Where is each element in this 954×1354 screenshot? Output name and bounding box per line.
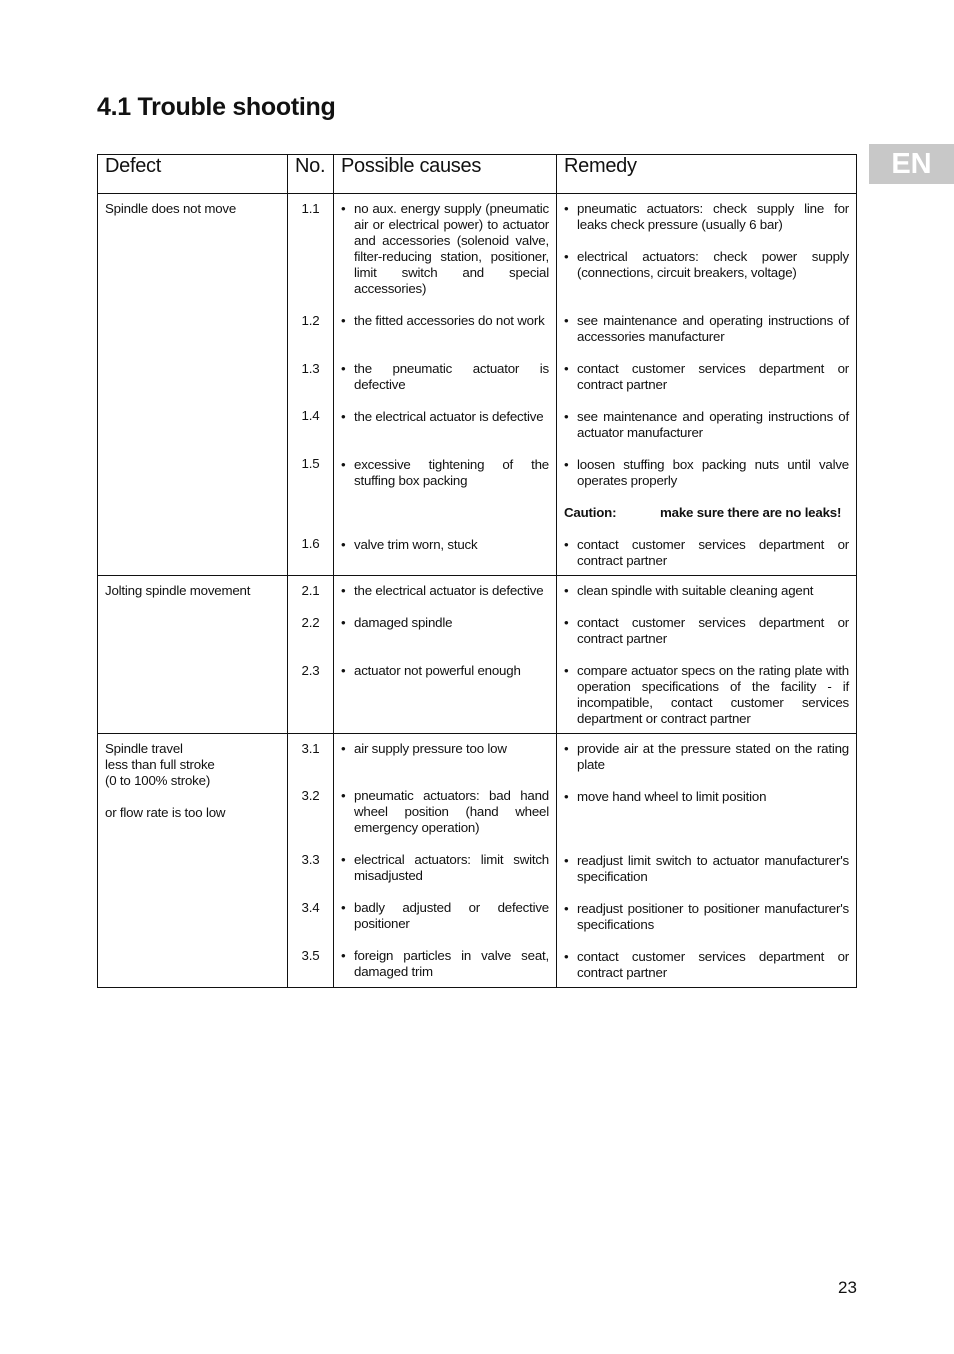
cause-item: • excessive tightening of the stuffing box packing [341, 457, 549, 488]
table-row [98, 194, 857, 576]
defect-cell [98, 734, 288, 988]
cause-item: • the electrical actuator is defective [341, 409, 544, 424]
remedy-item: • see maintenance and operating instructions of actuator manufacturer [564, 409, 849, 440]
cause-item: • the electrical actuator is defective [341, 583, 544, 598]
number-cell [288, 576, 334, 734]
causes-cell [334, 194, 557, 576]
remedy-item: • contact customer services department or contract partner [564, 361, 849, 392]
causes-cell [334, 734, 557, 988]
header-remedy: Remedy [557, 155, 857, 194]
remedy-item: • pneumatic actuators: check supply line for leaks check pressure (usually 6 bar) [564, 201, 849, 232]
remedy-item: • provide air at the pressure stated on the rating plate [564, 741, 849, 772]
remedy-cell [557, 734, 857, 988]
remedy-item: • readjust positioner to positioner manufacturer's specifications [564, 901, 849, 932]
page-title: 4.1 Trouble shooting [97, 93, 336, 121]
cause-item: • the fitted accessories do not work [341, 313, 545, 328]
remedy-cell [557, 194, 857, 576]
row-number: 1.2 [301, 313, 320, 328]
cause-item: • pneumatic actuators: bad hand wheel position (hand wheel emergency operation) [341, 788, 549, 835]
defect-line: (0 to 100% stroke) [105, 773, 211, 788]
language-tab: EN [869, 144, 954, 184]
defect-line: Spindle does not move [105, 201, 237, 216]
cause-item: • foreign particles in valve seat, damaged trim [341, 948, 549, 979]
caution-text: make sure there are no leaks! [660, 505, 842, 520]
defect-line: or flow rate is too low [105, 805, 226, 820]
remedy-item: • electrical actuators: check power supply (connections, circuit breakers, voltage) [564, 249, 849, 280]
remedy-item: • compare actuator specs on the rating plate with operation specifications of the facility - if incompatible, contact customer services department or contract partner [564, 663, 849, 726]
table-header-row [98, 155, 857, 194]
remedy-item: • clean spindle with suitable cleaning agent [564, 583, 814, 598]
defect-line: Spindle travel [105, 741, 183, 756]
cause-item: • air supply pressure too low [341, 741, 507, 756]
cause-item: • actuator not powerful enough [341, 663, 521, 678]
row-number: 1.3 [301, 361, 320, 376]
cause-item: • no aux. energy supply (pneumatic air or electrical power) to actuator and accessories (solenoid valve, filter-reducing station, positioner, limit switch and special accessories) [341, 201, 549, 296]
cause-item: • electrical actuators: limit switch misadjusted [341, 852, 549, 883]
row-number: 3.1 [301, 741, 320, 756]
header-defect: Defect [98, 155, 288, 194]
row-number: 1.4 [301, 408, 320, 423]
defect-cell [98, 576, 288, 734]
remedy-item: • see maintenance and operating instructions of accessories manufacturer [564, 313, 849, 344]
row-number: 1.6 [301, 536, 320, 551]
row-number: 3.4 [301, 900, 320, 915]
defect-line: Jolting spindle movement [105, 583, 251, 598]
causes-cell [334, 576, 557, 734]
trouble-shooting-table [97, 154, 857, 988]
cause-item: • badly adjusted or defective positioner [341, 900, 549, 931]
cause-item: • valve trim worn, stuck [341, 537, 478, 552]
remedy-item: • contact customer services department or contract partner [564, 949, 849, 980]
row-number: 2.3 [301, 663, 320, 678]
caution-label: Caution: [564, 505, 617, 520]
header-possible-causes: Possible causes [334, 155, 557, 194]
remedy-item: • move hand wheel to limit position [564, 789, 767, 804]
row-number: 1.1 [301, 201, 320, 216]
remedy-item: • loosen stuffing box packing nuts until valve operates properly [564, 457, 849, 488]
defect-line: less than full stroke [105, 757, 215, 772]
caution-note [564, 505, 849, 521]
cause-item: • the pneumatic actuator is defective [341, 361, 549, 392]
row-number: 1.5 [301, 456, 320, 471]
remedy-item: • contact customer services department or contract partner [564, 537, 849, 568]
page-number: 23 [838, 1278, 857, 1297]
remedy-item: • readjust limit switch to actuator manufacturer's specification [564, 853, 849, 884]
remedy-item: • contact customer services department or contract partner [564, 615, 849, 646]
table-row [98, 734, 857, 988]
table-row [98, 576, 857, 734]
row-number: 3.3 [301, 852, 320, 867]
number-cell [288, 194, 334, 576]
number-cell [288, 734, 334, 988]
defect-cell [98, 194, 288, 576]
header-no: No. [288, 155, 334, 194]
remedy-cell [557, 576, 857, 734]
cause-item: • damaged spindle [341, 615, 453, 630]
row-number: 3.2 [301, 788, 320, 803]
row-number: 2.1 [301, 583, 320, 598]
row-number: 3.5 [301, 948, 320, 963]
row-number: 2.2 [301, 615, 320, 630]
